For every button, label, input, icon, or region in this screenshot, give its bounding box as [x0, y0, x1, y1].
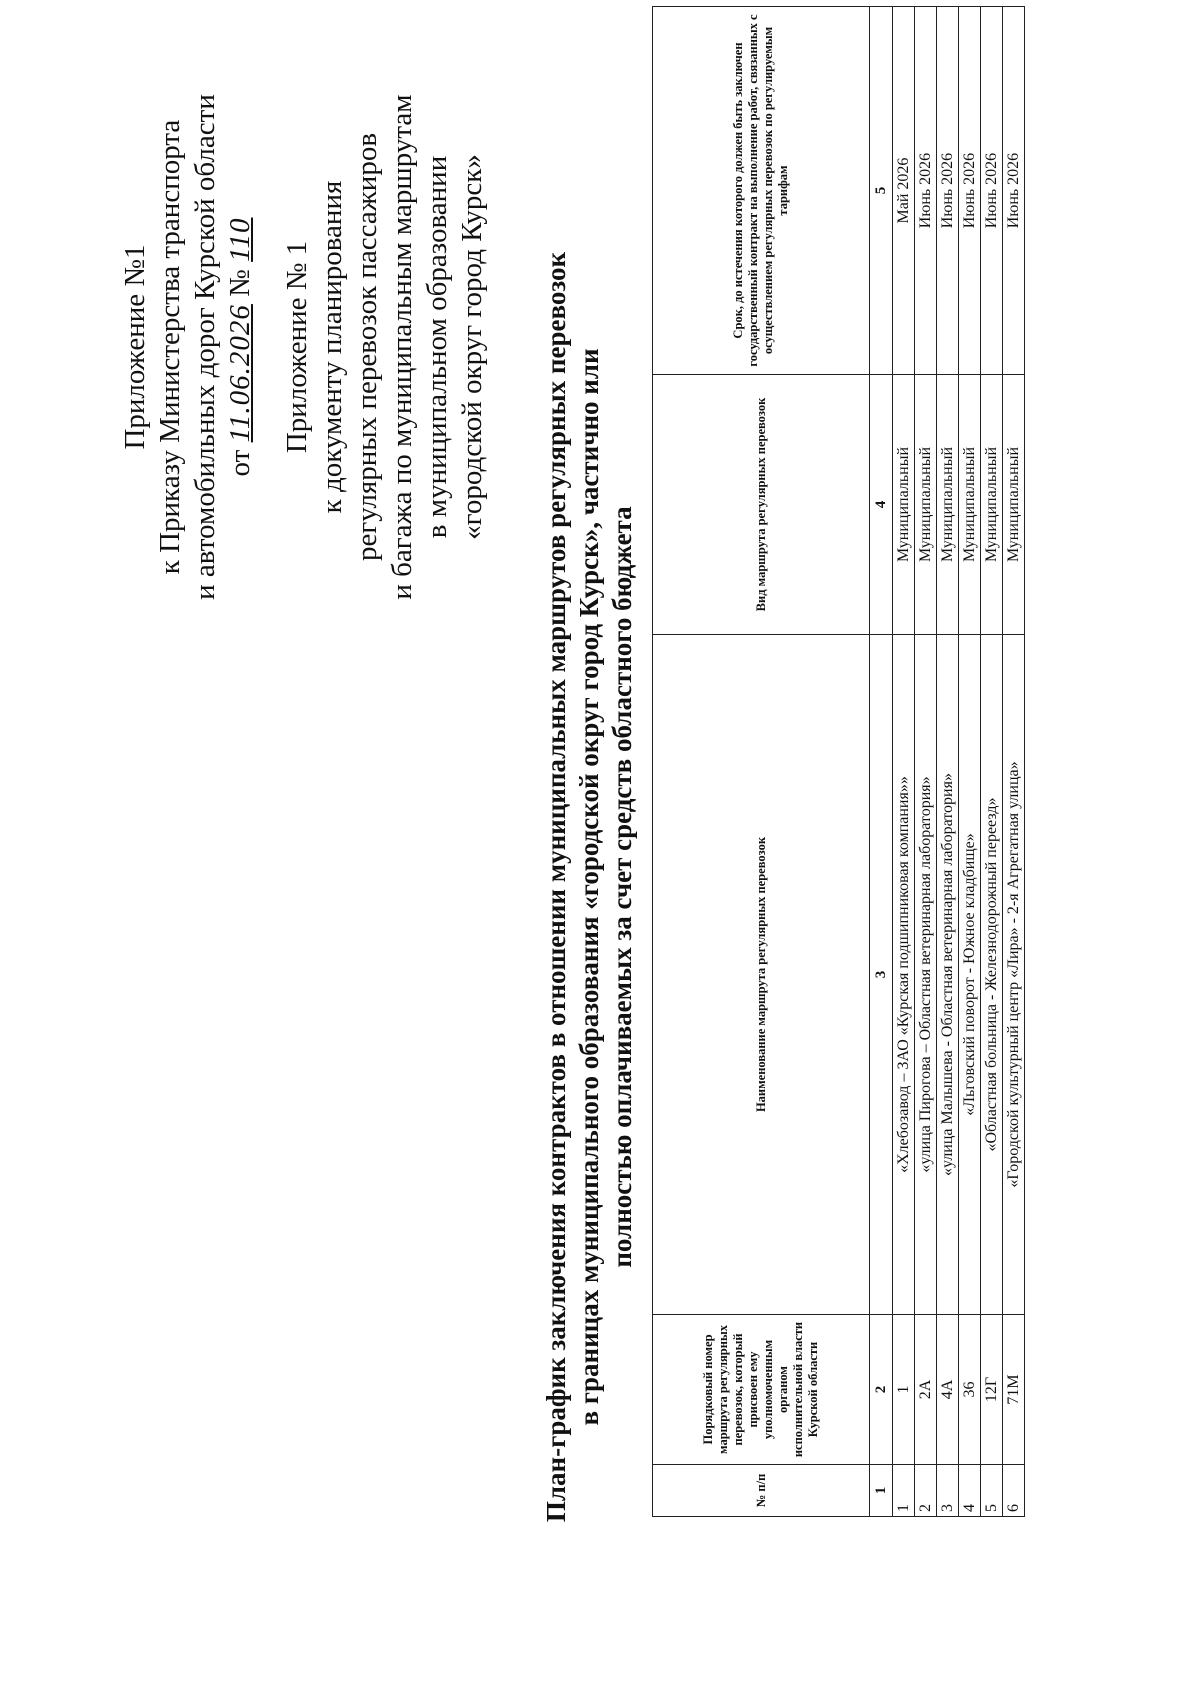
document-title: [540, 197, 639, 1577]
appendix-line-4: и багажа по муниципальным маршрутам: [386, 94, 418, 600]
row-index: 4: [959, 1465, 981, 1517]
approval-number: 110: [224, 217, 256, 262]
route-type: Муниципальный: [937, 375, 959, 635]
table-row: [981, 7, 1003, 1517]
approval-block: [118, 87, 258, 607]
route-type: Муниципальный: [981, 375, 1003, 635]
appendix-line-6: «городской округ город Курск»: [456, 154, 488, 540]
appendix-block: [280, 87, 490, 607]
route-number: 12Г: [981, 1315, 1003, 1465]
column-number: 3: [870, 635, 893, 1315]
row-index: 6: [1003, 1465, 1025, 1517]
route-type: Муниципальный: [893, 375, 915, 635]
route-number: 1: [893, 1315, 915, 1465]
table-header-row: [653, 7, 870, 1517]
contract-deadline: Июнь 2026: [981, 7, 1003, 375]
row-index: 1: [893, 1465, 915, 1517]
table-row: [1003, 7, 1025, 1517]
contract-deadline: Май 2026: [893, 7, 915, 375]
table-row: [915, 7, 937, 1517]
column-number: 4: [870, 375, 893, 635]
approval-date-prefix: от: [224, 449, 256, 477]
route-name: «Хлебозавод – ЗАО «Курская подшипниковая компания»»: [893, 635, 915, 1315]
title-line-3: полностью оплачиваемых за счет средств областного бюджета: [607, 506, 637, 1268]
route-number: 2А: [915, 1315, 937, 1465]
route-number: 36: [959, 1315, 981, 1465]
route-type: Муниципальный: [959, 375, 981, 635]
table-row: [937, 7, 959, 1517]
appendix-line-5: в муниципальном образовании: [421, 155, 453, 539]
approval-line-1: Приложение №1: [119, 244, 151, 450]
header-route-name: Наименование маршрута регулярных перевозок: [653, 635, 870, 1315]
route-type: Муниципальный: [1003, 375, 1025, 635]
contract-deadline: Июнь 2026: [1003, 7, 1025, 375]
title-line-1: План-график заключения контрактов в отношении муниципальных маршрутов регулярных перевозок: [541, 251, 571, 1523]
column-number: 2: [870, 1315, 893, 1465]
route-name: «Городской культурный центр «Лира» - 2-я Агрегатная улица»: [1003, 635, 1025, 1315]
appendix-line-3: регулярных перевозок пассажиров: [351, 132, 383, 562]
route-type: Муниципальный: [915, 375, 937, 635]
column-number: 5: [870, 7, 893, 375]
approval-line-2: к Приказу Министерства транспорта: [154, 119, 186, 575]
contract-deadline: Июнь 2026: [959, 7, 981, 375]
route-name: «улица Пирогова – Областная ветеринарная лаборатория»: [915, 635, 937, 1315]
route-name: «Областная больница - Железнодорожный переезд»: [981, 635, 1003, 1315]
approval-date: 11.06.2026: [224, 304, 256, 443]
approval-date-line: [223, 87, 258, 607]
approval-line-3: и автомобильных дорог Курской области: [189, 94, 221, 600]
row-index: 5: [981, 1465, 1003, 1517]
schedule-table: [652, 6, 1025, 1517]
header-route-number: Порядковый номер маршрута регулярных перевозок, который присвоен ему уполномоченным органом исполнительной власти Курской области: [653, 1315, 870, 1465]
column-number: 1: [870, 1465, 893, 1517]
row-index: 2: [915, 1465, 937, 1517]
contract-deadline: Июнь 2026: [915, 7, 937, 375]
header-contract-deadline: Срок, до истечения которого должен быть заключен государственный контракт на выполнение работ, связанных с осуществлением регулярных перевозок по регулируемым тарифам: [653, 7, 870, 375]
title-line-2: в границах муниципального образования «городской округ город Курск», частично или: [574, 348, 604, 1426]
route-number: 4А: [937, 1315, 959, 1465]
header-route-type: Вид маршрута регулярных перевозок: [653, 375, 870, 635]
route-name: «улица Малышева - Областная ветеринарная лаборатория»: [937, 635, 959, 1315]
row-index: 3: [937, 1465, 959, 1517]
approval-number-prefix: №: [224, 269, 256, 297]
appendix-line-2: к документу планирования: [316, 180, 348, 514]
route-number: 71М: [1003, 1315, 1025, 1465]
column-number-row: [870, 7, 893, 1517]
appendix-line-1: Приложение № 1: [281, 240, 313, 454]
contract-deadline: Июнь 2026: [937, 7, 959, 375]
table-row: [893, 7, 915, 1517]
table-row: [959, 7, 981, 1517]
header-index: № п/п: [653, 1465, 870, 1517]
route-name: «Льговский поворот - Южное кладбище»: [959, 635, 981, 1315]
